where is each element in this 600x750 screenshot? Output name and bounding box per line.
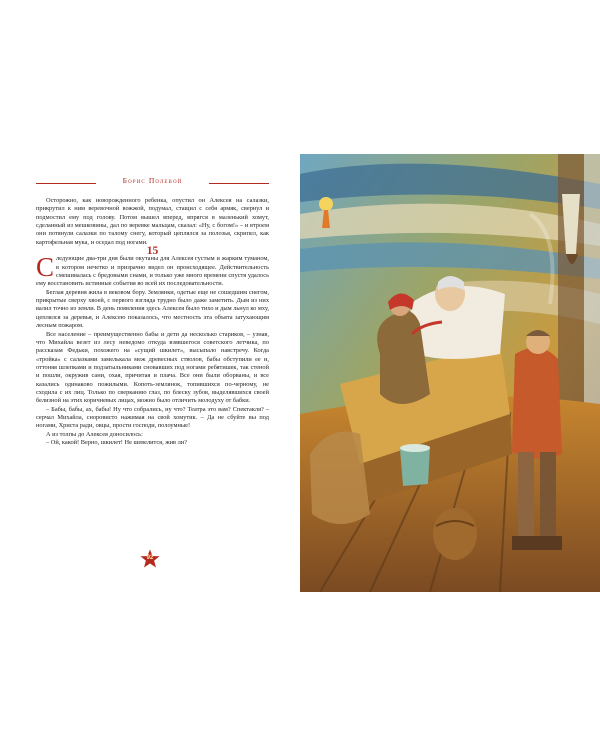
- paragraph: Беглая деревня жила в вековом бору. Землянки, одетые еще не сошедшим снегом, прикрытые сверху хвоей, с первого взгляда трудно было даже заметить. Дым из них валил точно из земли. В день появления здесь Алексея было тихо и дым льнул ко мху, цеплялся за деревья, и Алексею показалось, что местность эта объята затухающим лесным пожаром.: [36, 288, 269, 330]
- paragraph-intro: Осторожно, как новорожденного ребенка, опустил он Алексея на салазки, прикрутил к ним веревочной вожжой, подумал, стащил с себя армяк, свернул и подмостил ему под голову. Потом вышел вперед, впрягся в маленький хомут, сделанный из мешковины, дал по веревке мальцам, сказал: «Ну, с богом!» – и втроем они потянули салазки по талому снегу, который цеплялся за полозья, скрипел, как картофельная мука, и оседал под ногами.: [36, 197, 269, 246]
- running-title: Борис Полевой: [122, 176, 183, 185]
- paragraph: А из толпы до Алексея доносилось:: [46, 430, 143, 438]
- first-paragraph-text: ледующие два-три дня были окутаны для Алексея густым и жарким туманом, в котором нечетко и призрачно видел он происходящее. Действительность смешивалась с бредовыми снами, и только уже много времени спустя удалось ему восстановить истинные события во всей их последовательности.: [36, 255, 269, 288]
- drop-cap: С: [36, 252, 55, 283]
- paragraph: Все население – преимущественно бабы и дети да несколько стариков, – узнав, что Михайла везет из лесу неведомо откуда взявшегося советского летчика, по рассказам Федьки, похожего на «сущий шкилет», высыпало навстречу. Когда «тройка» с салазками замелькала меж древесных стволов, бабы обступили ее и, оттоняя шлепками и подзатыльниками сновавших под ногами ребятишек, так стеной и пошли, окружив сани, охая, причитая и плача. Все они были оборваны, и все казались одинаково пожилыми. Копоть-землянок, топившихся по-черному, не сходила с их лиц. Только по сверканию глаз, по блеску зубов, выделявшихся своей белизной на этих коричневых лицах, можно было отличить молодуху от бабки.: [36, 330, 269, 405]
- paragraph: – Ой, какой! Верно, шкилет! Не шевелится, жив ли?: [46, 438, 188, 446]
- header-rule-right: [209, 183, 269, 184]
- page-number: 92: [146, 555, 154, 561]
- body-text: [36, 197, 269, 447]
- illustration-painting: [300, 154, 600, 592]
- paragraph: – Бабы, бабы, ах, бабы! Ну что собрались, ну что? Театра это вам? Спектакля? – серчал Михайла, сноровисто нажимая на свой хомутик. – Да не сбуйте вы под ногами, Христа ради, овцы, прости господи, полоумные!: [36, 405, 269, 430]
- paragraph-first: [36, 252, 269, 288]
- page-number-badge: [140, 549, 160, 569]
- chapter-number: 15: [146, 245, 159, 258]
- running-header: [36, 176, 269, 190]
